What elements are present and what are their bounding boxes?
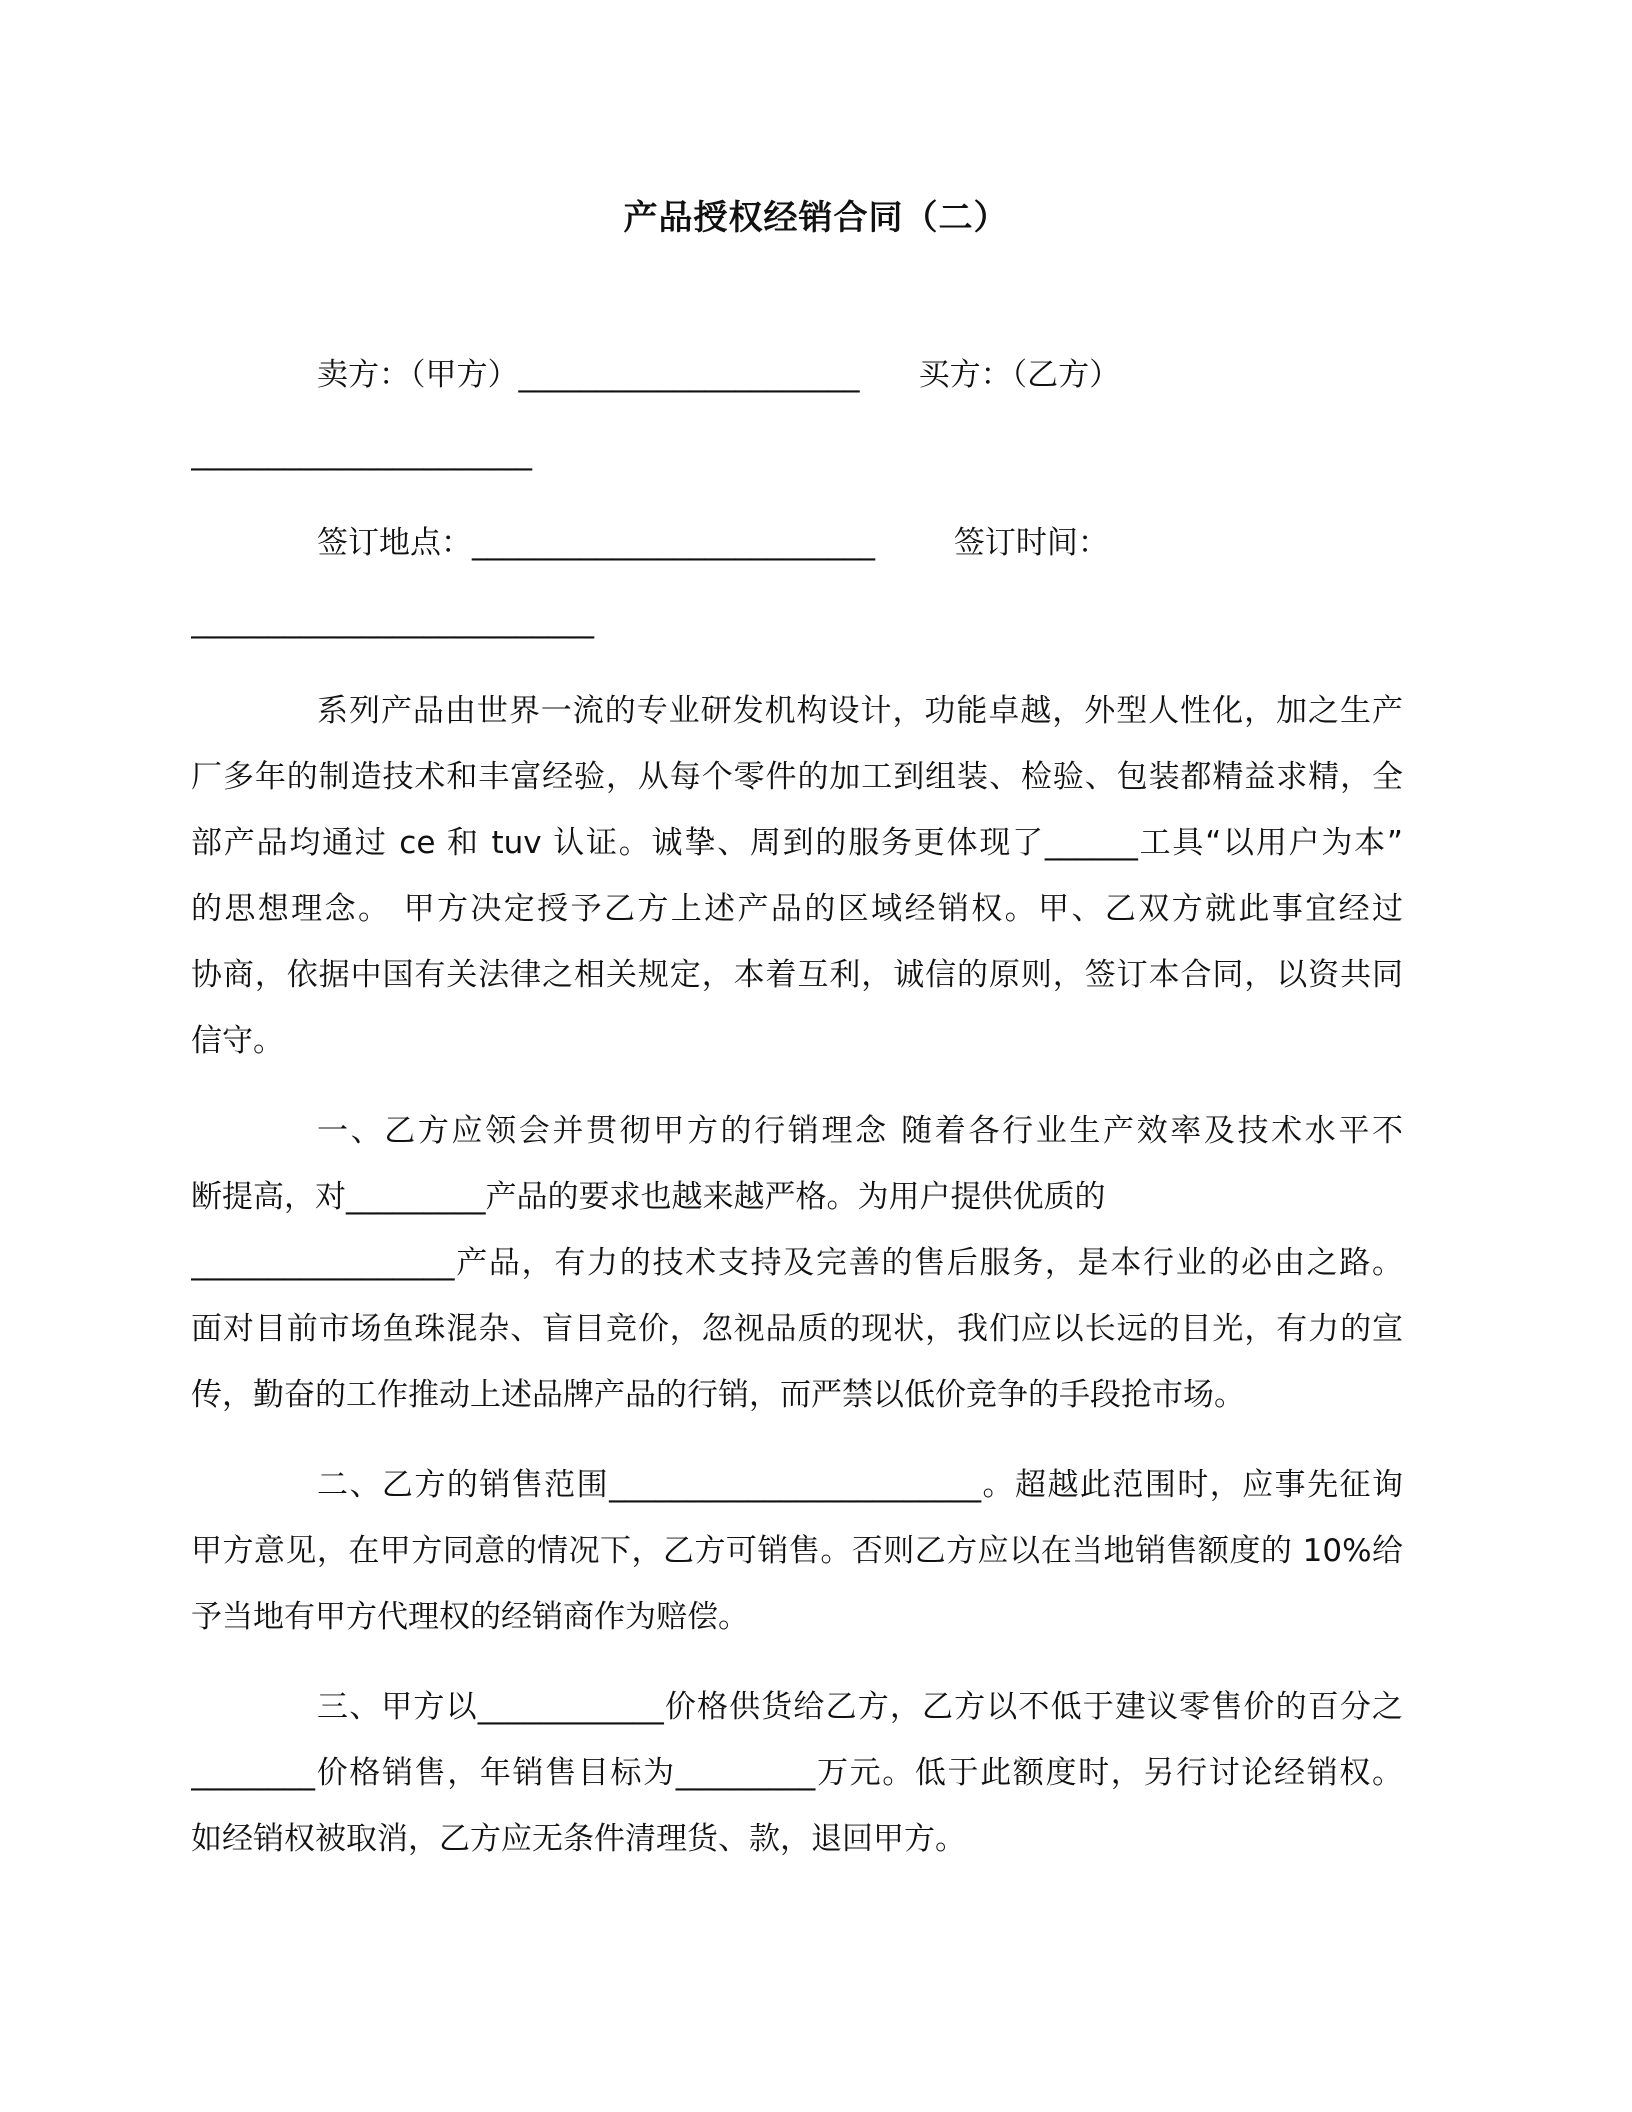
text-line: 的思想理念。 甲方决定授予乙方上述产品的区域经销权。甲、乙双方就此事宜经过 <box>191 891 1403 927</box>
text-line: 签订地点：__________________________ 签订时间： <box>317 525 1109 561</box>
text-line: 三、甲方以____________价格供货给乙方，乙方以不低于建议零售价的百分之 <box>317 1689 1403 1725</box>
text-line: 部产品均通过 ce 和 tuv 认证。诚挚、周到的服务更体现了______工具“以用户为本” <box>191 825 1403 861</box>
text-line: 传，勤奋的工作推动上述品牌产品的行销，而严禁以低价竞争的手段抢市场。 <box>191 1377 1245 1413</box>
text-line: ______________________ <box>191 435 532 471</box>
text-line: 如经销权被取消，乙方应无条件清理货、款，退回甲方。 <box>191 1821 966 1857</box>
text-line: 厂多年的制造技术和丰富经验，从每个零件的加工到组装、检验、包装都精益求精，全 <box>191 759 1403 795</box>
text-line: 信守。 <box>191 1023 284 1059</box>
text-line: 卖方：（甲方）______________________ 买方：（乙方） <box>317 357 1121 393</box>
document-title: 产品授权经销合同（二） <box>623 198 1009 238</box>
text-line: 断提高，对_________产品的要求也越来越严格。为用户提供优质的 <box>191 1179 1106 1215</box>
text-line: 予当地有甲方代理权的经销商作为赔偿。 <box>191 1599 749 1635</box>
text-line: __________________________ <box>191 603 594 639</box>
text-line: 面对目前市场鱼珠混杂、盲目竞价，忽视品质的现状，我们应以长远的目光，有力的宣 <box>191 1311 1403 1347</box>
text-line: ________价格销售，年销售目标为_________万元。低于此额度时，另行讨论经销权。 <box>191 1755 1403 1791</box>
text-line: 协商，依据中国有关法律之相关规定，本着互利，诚信的原则，签订本合同，以资共同 <box>191 957 1403 993</box>
text-line: 系列产品由世界一流的专业研发机构设计，功能卓越，外型人性化，加之生产 <box>317 693 1403 729</box>
text-line: _________________产品，有力的技术支持及完善的售后服务，是本行业的必由之路。 <box>191 1245 1403 1281</box>
text-line: 甲方意见，在甲方同意的情况下，乙方可销售。否则乙方应以在当地销售额度的 10%给 <box>191 1533 1403 1569</box>
text-line: 二、乙方的销售范围________________________。超越此范围时，应事先征询 <box>317 1467 1403 1503</box>
text-line: 一、乙方应领会并贯彻甲方的行销理念 随着各行业生产效率及技术水平不 <box>317 1113 1403 1149</box>
